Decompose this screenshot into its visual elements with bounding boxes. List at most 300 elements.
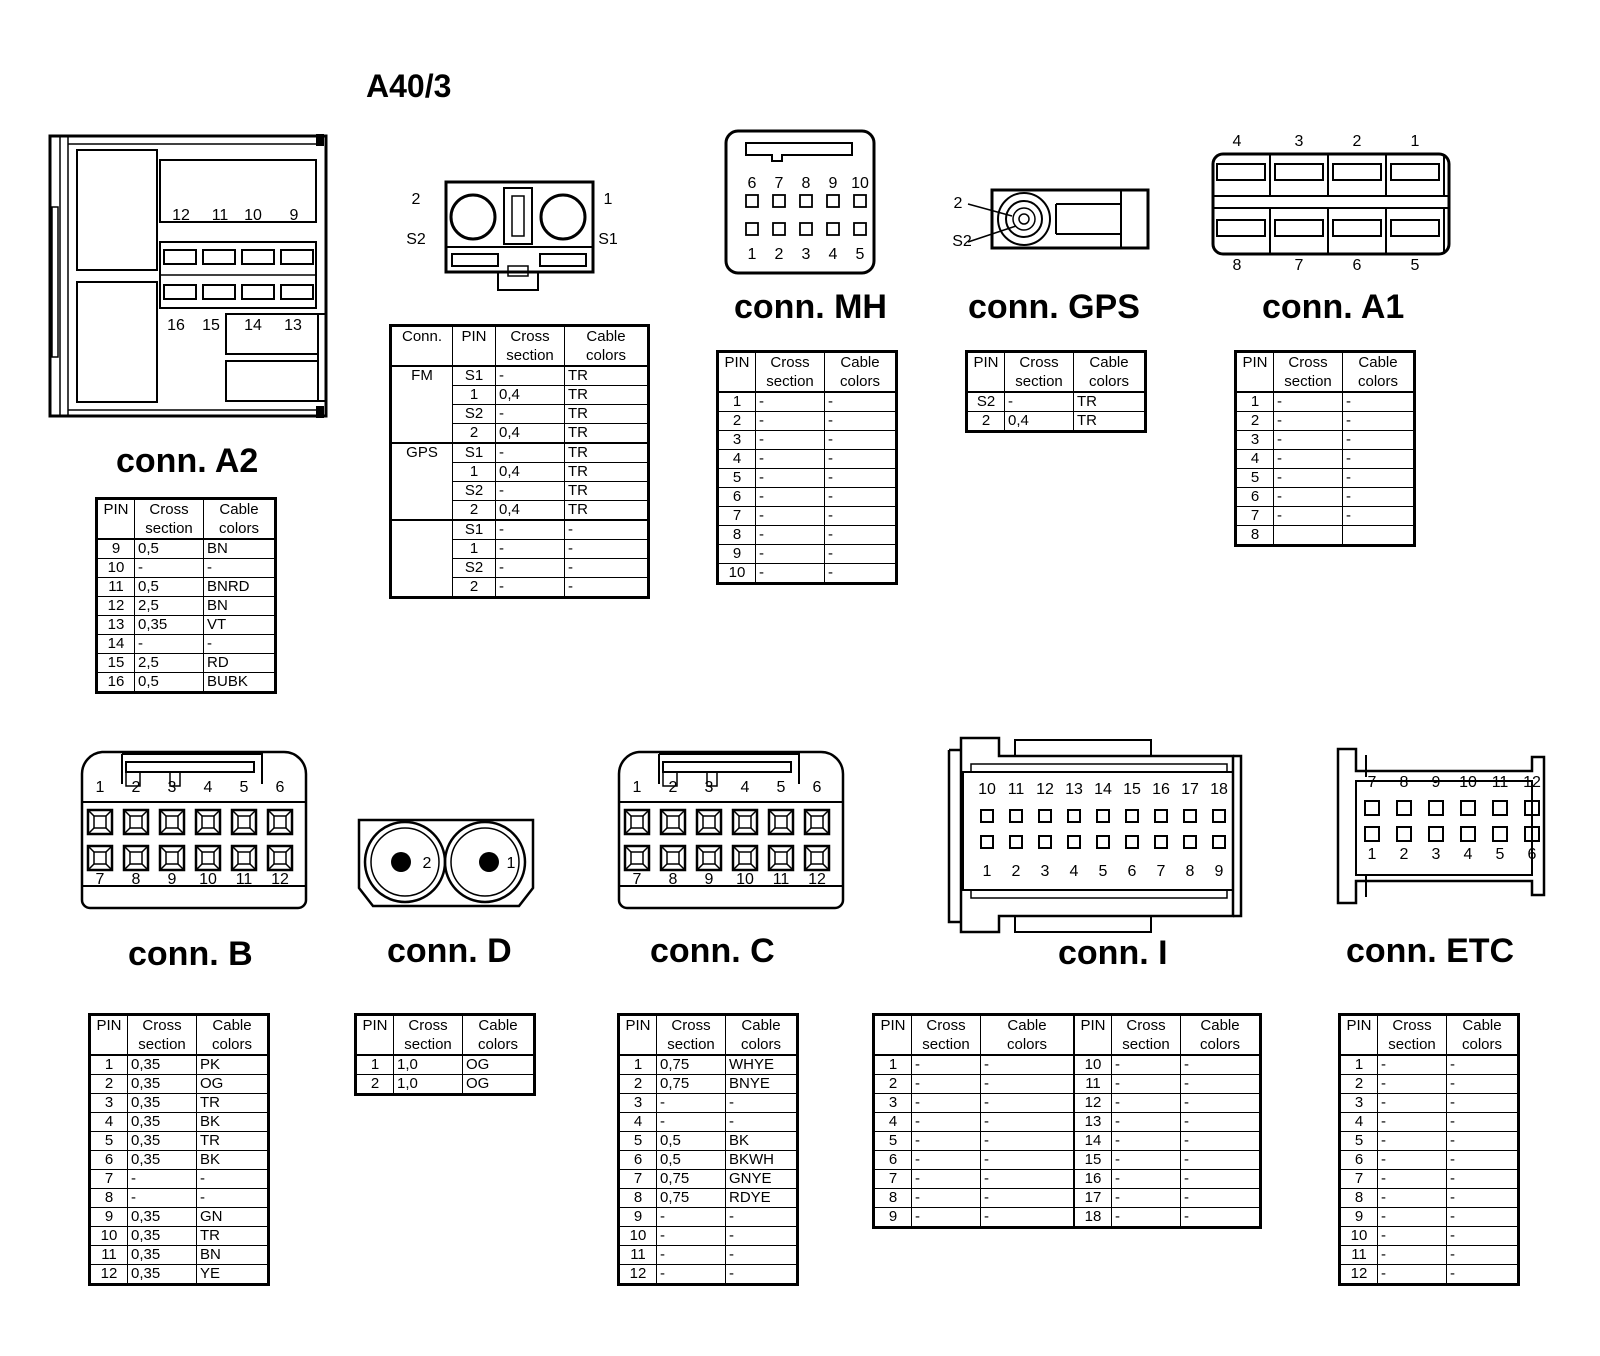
table-row (1340, 1113, 1519, 1132)
c-pin-label: 12 (808, 871, 826, 888)
table-cell (1274, 526, 1343, 546)
pin-socket (981, 810, 993, 822)
pin-socket (268, 846, 292, 870)
column-header: Cross section (912, 1015, 981, 1056)
mh-pin-label: 5 (855, 246, 865, 263)
table-cell: OG (463, 1055, 535, 1075)
column-header: Cable colors (825, 352, 897, 393)
table-cell: 0,75 (657, 1170, 726, 1189)
mh-pin-label: 1 (747, 246, 757, 263)
table-header-row (874, 1015, 1261, 1056)
table-cell: - (981, 1189, 1075, 1208)
table-row (1340, 1246, 1519, 1265)
mh-pin-label: 10 (851, 175, 869, 192)
pin-socket (124, 846, 148, 870)
table-cell: - (496, 443, 565, 463)
column-header: Cable colors (1343, 352, 1415, 393)
table-cell: - (1378, 1208, 1447, 1227)
table-cell: 2,5 (135, 654, 204, 673)
table-cell: - (1274, 488, 1343, 507)
pin-socket (196, 846, 220, 870)
table-row (90, 1246, 269, 1265)
table-row (718, 545, 897, 564)
table-row (1340, 1151, 1519, 1170)
table-row (718, 412, 897, 431)
etc-pin-label: 2 (1399, 846, 1409, 863)
etc-pin-label: 8 (1399, 774, 1409, 791)
table-header-row (619, 1015, 798, 1056)
table-cell: S2 (453, 482, 496, 501)
table-cell: - (1447, 1227, 1519, 1246)
c-pin-label: 4 (740, 779, 750, 796)
table-cell: - (1181, 1170, 1261, 1189)
page-title: A40/3 (366, 68, 452, 104)
connector-etc-drawing (1336, 747, 1556, 907)
column-header: Cross section (135, 499, 204, 540)
pin-socket (1397, 801, 1411, 815)
table-cell: - (726, 1208, 798, 1227)
table-cell: 2 (718, 412, 756, 431)
pin-socket (1391, 220, 1439, 236)
table-cell: - (1181, 1055, 1261, 1075)
i-pin-label: 5 (1098, 863, 1108, 880)
a2-pin-label: 11 (211, 207, 229, 224)
table-cell: - (496, 482, 565, 501)
c-pin-label: 10 (736, 871, 754, 888)
i-pin-label: 4 (1069, 863, 1079, 880)
table-cell: 1 (718, 392, 756, 412)
table-cell: 2 (874, 1075, 912, 1094)
table-row (391, 366, 649, 386)
table-row (1236, 526, 1415, 546)
i-pin-label: 6 (1127, 863, 1137, 880)
table-row (90, 1094, 269, 1113)
mh-pin-label: 7 (774, 175, 784, 192)
table-cell: 8 (1340, 1189, 1378, 1208)
table-cell: - (726, 1265, 798, 1285)
pin-socket (1429, 801, 1443, 815)
table-cell: BK (726, 1132, 798, 1151)
table-cell: - (1274, 450, 1343, 469)
table-cell: 7 (1236, 507, 1274, 526)
table-cell: - (496, 559, 565, 578)
table-row (90, 1055, 269, 1075)
connector-a2-title: conn. A2 (116, 442, 259, 480)
connector-gps-title: conn. GPS (968, 288, 1140, 326)
pin-socket (1068, 836, 1080, 848)
table-cell: 7 (718, 507, 756, 526)
table-cell: - (1343, 450, 1415, 469)
connector-c-drawing (615, 750, 847, 915)
table-cell: 10 (97, 559, 135, 578)
column-header: Cable colors (1074, 352, 1146, 393)
table-cell: - (1343, 469, 1415, 488)
table-row (619, 1075, 798, 1094)
table-row (90, 1170, 269, 1189)
table-row (874, 1170, 1261, 1189)
pin-header: PIN (718, 352, 756, 393)
table-cell: - (912, 1094, 981, 1113)
c-pin-label: 6 (812, 779, 822, 796)
table-row (718, 431, 897, 450)
table-cell: - (204, 635, 276, 654)
table-cell: - (981, 1055, 1075, 1075)
i-pin-label: 18 (1210, 781, 1228, 798)
table-cell: - (1112, 1075, 1181, 1094)
table-cell: 2 (619, 1075, 657, 1094)
table-cell: WHYE (726, 1055, 798, 1075)
pin-header: PIN (97, 499, 135, 540)
i-pin-label: 16 (1152, 781, 1170, 798)
table-row (97, 578, 276, 597)
table-cell: - (825, 450, 897, 469)
connector-b-table (88, 1013, 270, 1286)
table-cell: 18 (1074, 1208, 1112, 1228)
table-cell: - (657, 1265, 726, 1285)
table-cell: TR (565, 424, 649, 444)
column-header: Cable colors (197, 1015, 269, 1056)
column-header: Cross section (1378, 1015, 1447, 1056)
a2-pin-label: 14 (244, 317, 262, 334)
table-cell: - (1181, 1208, 1261, 1228)
pin-socket (1126, 836, 1138, 848)
table-cell: 0,35 (128, 1113, 197, 1132)
table-cell: TR (1074, 412, 1146, 432)
table-cell: 9 (874, 1208, 912, 1228)
a2-pin-label: 9 (289, 207, 299, 224)
table-row (97, 616, 276, 635)
table-cell: - (1378, 1055, 1447, 1075)
table-cell: S1 (453, 366, 496, 386)
table-cell: 0,4 (496, 463, 565, 482)
table-row (1340, 1265, 1519, 1285)
a2-pin-label: 16 (167, 317, 185, 334)
table-cell: - (825, 488, 897, 507)
column-header: Cross section (394, 1015, 463, 1056)
table-row (718, 507, 897, 526)
table-cell: TR (565, 443, 649, 463)
i-pin-label: 3 (1040, 863, 1050, 880)
table-cell: - (128, 1170, 197, 1189)
column-header: Cable colors (1181, 1015, 1261, 1056)
column-header: Cross section (1274, 352, 1343, 393)
column-header: Cross section (756, 352, 825, 393)
table-cell: GNYE (726, 1170, 798, 1189)
table-cell: - (1112, 1055, 1181, 1075)
table-cell: 0,75 (657, 1189, 726, 1208)
table-row (874, 1132, 1261, 1151)
table-cell: 1,0 (394, 1075, 463, 1095)
a1-pin-label: 3 (1294, 133, 1304, 150)
table-cell: - (496, 578, 565, 598)
table-cell: 5 (619, 1132, 657, 1151)
table-cell: - (1378, 1246, 1447, 1265)
table-cell: - (756, 564, 825, 584)
pin-socket (773, 223, 785, 235)
column-header: Cable colors (1447, 1015, 1519, 1056)
table-cell: - (825, 412, 897, 431)
antenna-pin-label: 1 (603, 191, 613, 208)
table-row (1340, 1094, 1519, 1113)
connector-a1-title: conn. A1 (1262, 288, 1405, 326)
table-cell: - (1447, 1094, 1519, 1113)
table-cell: - (496, 520, 565, 540)
table-row (1340, 1189, 1519, 1208)
connector-mh-drawing (722, 129, 882, 279)
i-pin-label: 2 (1011, 863, 1021, 880)
pin-header: PIN (453, 326, 496, 367)
table-cell: 10 (90, 1227, 128, 1246)
pin-header: PIN (356, 1015, 394, 1056)
table-cell: 0,35 (128, 1227, 197, 1246)
table-cell: S1 (453, 520, 496, 540)
a1-pin-label: 1 (1410, 133, 1420, 150)
pin-socket (854, 195, 866, 207)
column-header: Cable colors (726, 1015, 798, 1056)
table-row (90, 1151, 269, 1170)
pin-socket (1275, 220, 1323, 236)
conn-header: Conn. (391, 326, 453, 367)
c-pin-label: 11 (772, 871, 790, 888)
pin-socket (1097, 836, 1109, 848)
b-pin-label: 5 (239, 779, 249, 796)
table-cell: 8 (619, 1189, 657, 1208)
table-row (90, 1132, 269, 1151)
table-cell: - (1181, 1189, 1261, 1208)
table-cell: - (657, 1246, 726, 1265)
table-cell: 1,0 (394, 1055, 463, 1075)
b-pin-label: 12 (271, 871, 289, 888)
table-cell: 2 (453, 578, 496, 598)
pin-socket (746, 195, 758, 207)
a1-pin-label: 8 (1232, 257, 1242, 274)
pin-socket (733, 810, 757, 834)
connector-mh-title: conn. MH (734, 288, 887, 326)
table-row (874, 1151, 1261, 1170)
table-cell: BN (197, 1246, 269, 1265)
table-cell: - (981, 1132, 1075, 1151)
table-cell: 6 (1236, 488, 1274, 507)
pin-header: PIN (967, 352, 1005, 393)
pin-socket (854, 223, 866, 235)
table-cell: - (981, 1075, 1075, 1094)
connector-i-tables (872, 1013, 1262, 1229)
pin-socket (1155, 836, 1167, 848)
table-cell: 8 (874, 1189, 912, 1208)
pin-socket (1155, 810, 1167, 822)
table-cell: 0,35 (128, 1055, 197, 1075)
connector-etc-table (1338, 1013, 1520, 1286)
table-cell: 16 (97, 673, 135, 693)
table-cell: - (756, 526, 825, 545)
table-row (619, 1132, 798, 1151)
table-cell: - (1447, 1113, 1519, 1132)
table-cell: - (135, 635, 204, 654)
table-row (356, 1075, 535, 1095)
table-cell: - (496, 540, 565, 559)
connector-b-drawing (78, 750, 310, 915)
conn-group-label: FM (391, 366, 453, 443)
column-header: Cross section (1005, 352, 1074, 393)
table-cell: - (825, 469, 897, 488)
pin-socket (827, 223, 839, 235)
table-row (391, 520, 649, 540)
table-row (619, 1151, 798, 1170)
table-cell: 0,5 (657, 1151, 726, 1170)
a2-pin-label: 13 (284, 317, 302, 334)
table-cell: 8 (90, 1189, 128, 1208)
pin-socket (1493, 827, 1507, 841)
pin-header: PIN (874, 1015, 912, 1056)
c-pin-label: 7 (632, 871, 642, 888)
table-cell: 10 (718, 564, 756, 584)
table-cell: - (1343, 507, 1415, 526)
table-row (90, 1189, 269, 1208)
i-pin-label: 1 (982, 863, 992, 880)
table-cell: 5 (1340, 1132, 1378, 1151)
pin-socket (1275, 164, 1323, 180)
table-cell: - (1112, 1170, 1181, 1189)
table-cell: - (565, 520, 649, 540)
table-cell: - (204, 559, 276, 578)
table-cell: - (1112, 1132, 1181, 1151)
table-cell: 2 (356, 1075, 394, 1095)
column-header: Cross section (1112, 1015, 1181, 1056)
table-cell: 1 (356, 1055, 394, 1075)
table-cell: - (1112, 1094, 1181, 1113)
table-cell: - (825, 564, 897, 584)
c-pin-label: 1 (632, 779, 642, 796)
table-row (1236, 469, 1415, 488)
pin-header: PIN (1340, 1015, 1378, 1056)
table-cell: 4 (718, 450, 756, 469)
table-cell: - (1447, 1170, 1519, 1189)
table-cell: 15 (1074, 1151, 1112, 1170)
table-cell: - (981, 1151, 1075, 1170)
table-cell: 0,4 (496, 501, 565, 521)
table-row (97, 635, 276, 654)
table-cell: 5 (874, 1132, 912, 1151)
table-cell: - (1378, 1151, 1447, 1170)
table-row (1340, 1075, 1519, 1094)
table-cell: 0,35 (128, 1075, 197, 1094)
table-cell: 1 (453, 386, 496, 405)
table-header-row (356, 1015, 535, 1056)
table-cell: OG (463, 1075, 535, 1095)
d-pin-label: 1 (506, 855, 516, 872)
pin-socket (1333, 164, 1381, 180)
table-cell: 3 (1236, 431, 1274, 450)
table-cell: - (1447, 1132, 1519, 1151)
table-cell: - (1181, 1075, 1261, 1094)
table-row (718, 488, 897, 507)
table-cell: 3 (718, 431, 756, 450)
table-cell: 5 (718, 469, 756, 488)
table-row (1236, 431, 1415, 450)
pin-socket (160, 846, 184, 870)
table-header-row (90, 1015, 269, 1056)
etc-pin-label: 4 (1463, 846, 1473, 863)
table-cell: PK (197, 1055, 269, 1075)
table-cell: 1 (453, 540, 496, 559)
table-cell: 11 (1074, 1075, 1112, 1094)
column-header: Cross section (496, 326, 565, 367)
pin-socket (196, 810, 220, 834)
table-row (874, 1189, 1261, 1208)
table-cell: - (912, 1055, 981, 1075)
table-cell: BKWH (726, 1151, 798, 1170)
table-row (718, 564, 897, 584)
mh-pin-label: 2 (774, 246, 784, 263)
table-cell: - (981, 1094, 1075, 1113)
table-cell: 12 (1074, 1094, 1112, 1113)
pin-socket (1010, 810, 1022, 822)
pin-header: PIN (1074, 1015, 1112, 1056)
table-cell: - (657, 1094, 726, 1113)
i-pin-label: 13 (1065, 781, 1083, 798)
pin-socket (733, 846, 757, 870)
table-cell: 9 (718, 545, 756, 564)
table-cell: - (135, 559, 204, 578)
connector-gps-table (965, 350, 1147, 433)
table-row (90, 1227, 269, 1246)
table-cell: 10 (619, 1227, 657, 1246)
a1-pin-label: 6 (1352, 257, 1362, 274)
table-cell: - (912, 1170, 981, 1189)
table-cell: - (1274, 392, 1343, 412)
pin-socket (1333, 220, 1381, 236)
table-row (619, 1208, 798, 1227)
table-header-row (967, 352, 1146, 393)
table-cell: 7 (619, 1170, 657, 1189)
table-cell: 8 (1236, 526, 1274, 546)
table-cell: 11 (1340, 1246, 1378, 1265)
pin-socket (88, 846, 112, 870)
antenna-pin-label: S1 (598, 231, 618, 248)
connector-etc-title: conn. ETC (1346, 932, 1515, 970)
table-row (874, 1075, 1261, 1094)
table-cell: 4 (619, 1113, 657, 1132)
pin-header: PIN (619, 1015, 657, 1056)
table-cell: - (912, 1113, 981, 1132)
table-cell: BNRD (204, 578, 276, 597)
table-row (90, 1113, 269, 1132)
table-cell: 9 (1340, 1208, 1378, 1227)
table-cell: - (756, 392, 825, 412)
table-row (1340, 1208, 1519, 1227)
table-row (1236, 488, 1415, 507)
i-pin-label: 17 (1181, 781, 1199, 798)
table-cell: - (1181, 1094, 1261, 1113)
table-cell: BN (204, 539, 276, 559)
table-cell: 0,4 (496, 386, 565, 405)
table-cell: 11 (97, 578, 135, 597)
table-cell: - (1447, 1075, 1519, 1094)
table-cell: 2 (1340, 1075, 1378, 1094)
c-pin-label: 8 (668, 871, 678, 888)
table-cell: - (825, 507, 897, 526)
table-cell: 12 (1340, 1265, 1378, 1285)
table-cell: - (1343, 488, 1415, 507)
table-cell: 10 (1074, 1055, 1112, 1075)
table-cell: - (496, 366, 565, 386)
connector-d-title: conn. D (387, 932, 512, 970)
table-cell: - (1447, 1208, 1519, 1227)
table-cell: 7 (90, 1170, 128, 1189)
i-pin-label: 7 (1156, 863, 1166, 880)
pin-socket (1217, 164, 1265, 180)
connector-a1-table (1234, 350, 1416, 547)
